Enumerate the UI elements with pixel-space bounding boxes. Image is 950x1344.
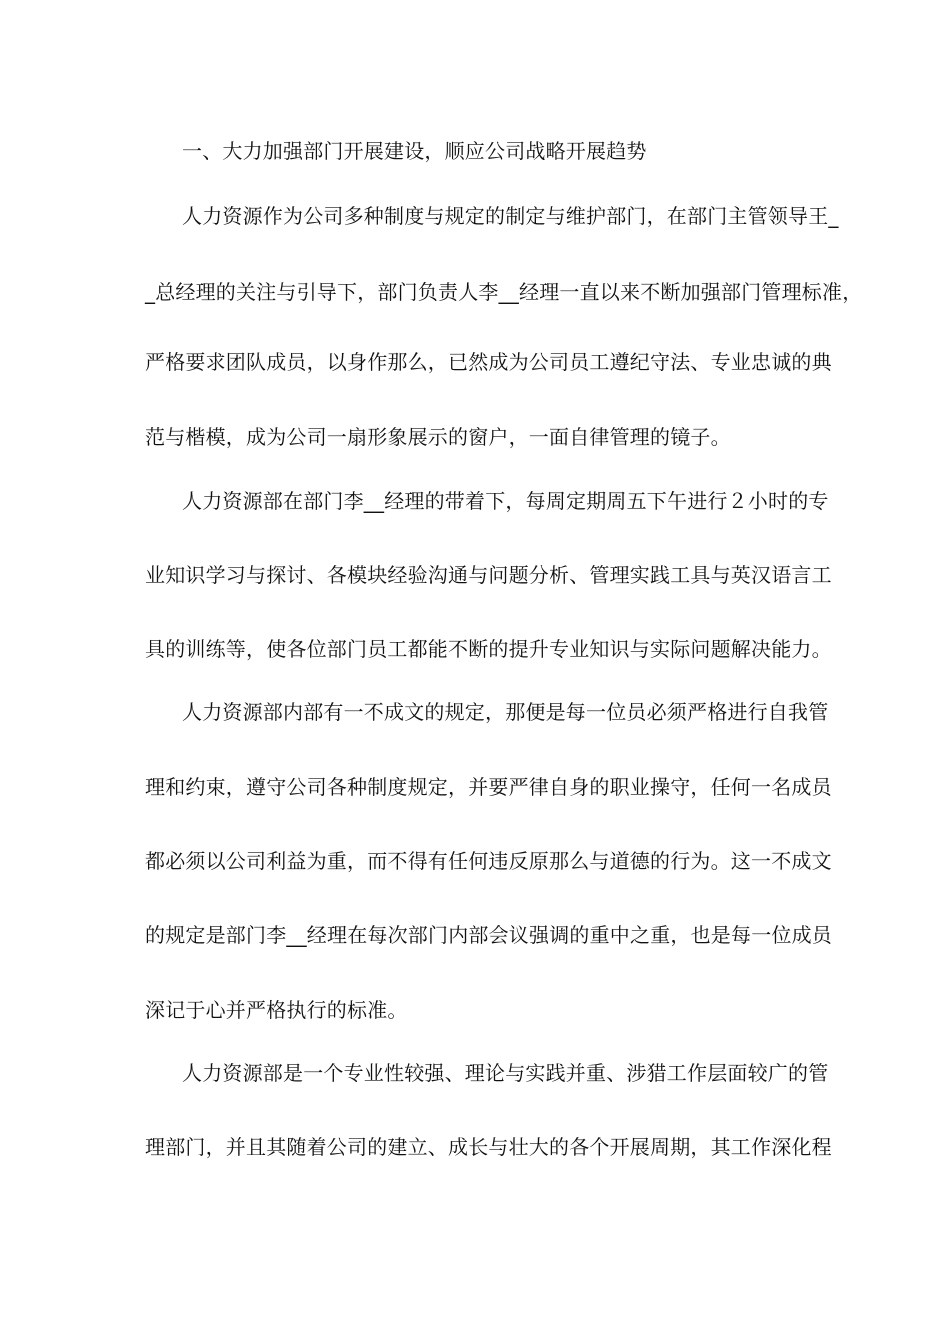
paragraph-2-line-2: 业知识学习与探讨、各模块经验沟通与问题分析、管理实践工具与英汉语言工 xyxy=(145,563,832,587)
paragraph-1-line-1: 人力资源作为公司多种制度与规定的制定与维护部门，在部门主管领导王_ xyxy=(182,204,839,228)
paragraph-2-line-3: 具的训练等，使各位部门员工都能不断的提升专业知识与实际问题解决能力。 xyxy=(145,637,832,661)
paragraph-1-line-2: _总经理的关注与引导下，部门负责人李__经理一直以来不断加强部门管理标准， xyxy=(145,280,863,304)
paragraph-3-line-3: 都必须以公司利益为重，而不得有任何违反原那么与道德的行为。这一不成文 xyxy=(145,849,832,873)
paragraph-3-line-5: 深记于心并严格执行的标准。 xyxy=(145,998,408,1022)
paragraph-4-line-1: 人力资源部是一个专业性较强、理论与实践并重、涉猎工作层面较广的管 xyxy=(182,1061,829,1085)
paragraph-3-line-1: 人力资源部内部有一不成文的规定，那便是每一位员必须严格进行自我管 xyxy=(182,700,829,724)
paragraph-1-line-3: 严格要求团队成员，以身作那么，已然成为公司员工遵纪守法、专业忠诚的典 xyxy=(145,350,832,374)
paragraph-1-line-4: 范与楷模，成为公司一扇形象展示的窗户，一面自律管理的镜子。 xyxy=(145,425,731,449)
paragraph-3-line-4: 的规定是部门李__经理在每次部门内部会议强调的重中之重，也是每一位成员 xyxy=(145,923,832,947)
paragraph-4-line-2: 理部门，并且其随着公司的建立、成长与壮大的各个开展周期，其工作深化程 xyxy=(145,1135,832,1159)
paragraph-3-line-2: 理和约束，遵守公司各种制度规定，并要严律自身的职业操守，任何一名成员 xyxy=(145,775,832,799)
paragraph-2-line-1: 人力资源部在部门李__经理的带着下，每周定期周五下午进行２小时的专 xyxy=(182,489,829,513)
section-heading: 一、大力加强部门开展建设，顺应公司战略开展趋势 xyxy=(182,139,647,163)
